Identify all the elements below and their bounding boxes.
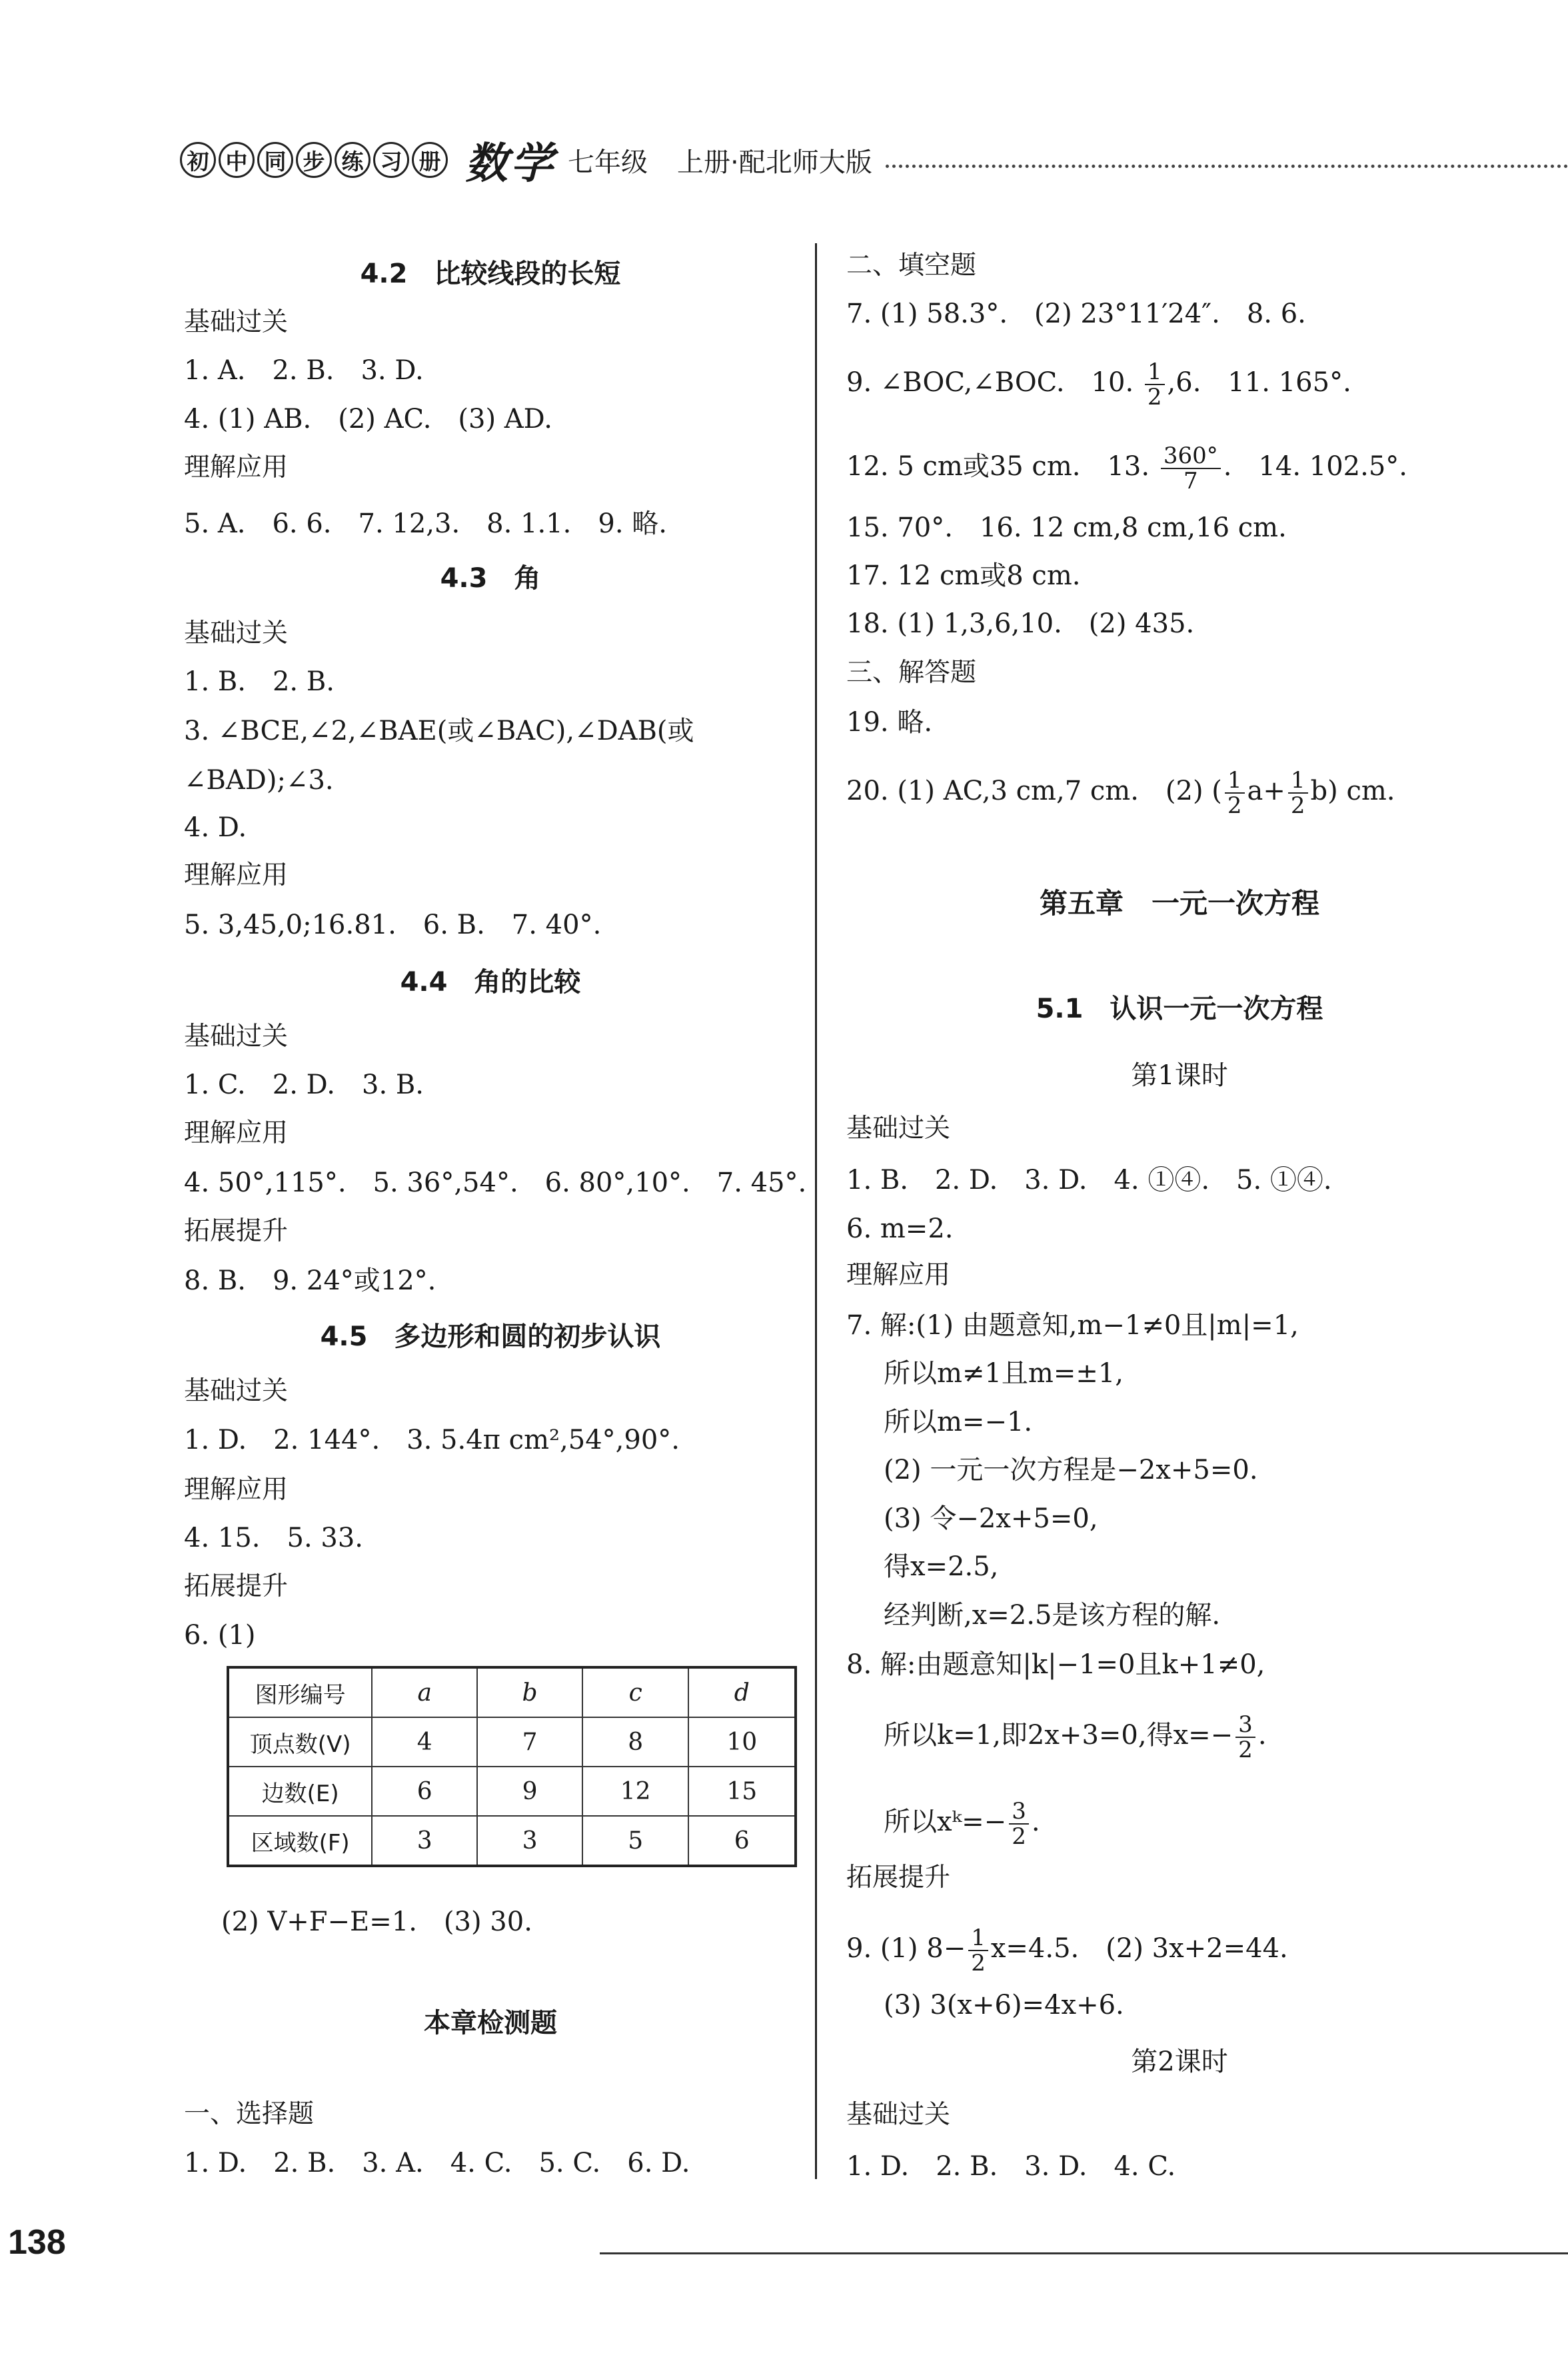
table-row <box>228 1816 796 1866</box>
footer-rule <box>600 2252 1568 2254</box>
fraction-numerator: 3 <box>1009 1799 1029 1825</box>
fraction-denominator: 2 <box>1290 792 1305 819</box>
category-label: 拓展提升 <box>184 1571 289 1601</box>
fraction-numerator: 1 <box>968 1926 988 1951</box>
section-title: 5.1 认识一元一次方程 <box>1036 994 1323 1024</box>
category-label: 理解应用 <box>184 860 289 890</box>
answer-line: 1. D. 2. B. 3. A. 4. C. 5. C. 6. D. <box>184 2148 690 2178</box>
table-cell: 6 <box>372 1767 477 1816</box>
grade-label: 七年级 <box>568 147 648 178</box>
subject-title: 数学 <box>465 139 556 189</box>
fraction-denominator: 2 <box>1227 792 1242 819</box>
table-header-cell: b <box>477 1667 582 1717</box>
fraction-numerator: 1 <box>1145 360 1165 385</box>
answer-line: 4. D. <box>184 812 247 843</box>
answer-text: . 14. 102.5°. <box>1223 451 1408 482</box>
table-cell: 9 <box>477 1767 582 1816</box>
fraction <box>968 1926 988 1975</box>
category-label: 基础过关 <box>184 307 289 337</box>
table-row <box>228 1717 796 1767</box>
table-header-cell: 图形编号 <box>228 1667 372 1717</box>
fraction-denominator: 2 <box>1147 384 1162 410</box>
section-title: 4.2 比较线段的长短 <box>360 259 621 289</box>
fraction-denominator: 2 <box>971 1950 986 1976</box>
fraction-numerator: 1 <box>1225 768 1245 794</box>
series-char: 中 <box>219 142 255 178</box>
answer-line: 1. B. 2. D. 3. D. 4. ①④. 5. ①④. <box>846 1165 1332 1195</box>
series-char: 步 <box>296 142 332 178</box>
answer-line: 所以m=−1. <box>884 1407 1033 1437</box>
series-char: 册 <box>412 142 448 178</box>
table-cell: 4 <box>372 1717 477 1767</box>
answer-text: ,6. 11. 165°. <box>1167 367 1351 398</box>
table-cell: 15 <box>688 1767 796 1816</box>
answer-line: 5. 3,45,0;16.81. 6. B. 7. 40°. <box>184 910 602 940</box>
table-cell: 顶点数(V) <box>228 1717 372 1767</box>
answer-line: 1. C. 2. D. 3. B. <box>184 1070 424 1100</box>
answer-line: 3. ∠BCE,∠2,∠BAE(或∠BAC),∠DAB(或 <box>184 716 694 746</box>
fraction <box>1009 1799 1029 1849</box>
category-label: 基础过关 <box>184 618 289 648</box>
category-label: 基础过关 <box>846 2100 951 2130</box>
category-label: 基础过关 <box>846 1114 951 1144</box>
answer-text: 9. (1) 8− <box>846 1933 966 1964</box>
answer-text: . <box>1257 1720 1267 1751</box>
answer-text: x=4.5. (2) 3x+2=44. <box>990 1933 1288 1964</box>
answer-line: 18. (1) 1,3,6,10. (2) 435. <box>846 608 1195 639</box>
table-header-cell: a <box>372 1667 477 1717</box>
fraction-denominator: 2 <box>1012 1823 1026 1850</box>
running-header <box>180 133 1568 187</box>
table-row <box>228 1767 796 1816</box>
answer-text: 20. (1) AC,3 cm,7 cm. (2) ( <box>846 776 1222 806</box>
answer-line: 1. B. 2. B. <box>184 666 335 697</box>
answer-line <box>846 1926 1288 1975</box>
section-title: 4.4 角的比较 <box>400 967 581 998</box>
answer-line: 7. (1) 58.3°. (2) 23°11′24″. 8. 6. <box>846 299 1306 329</box>
table-cell: 10 <box>688 1717 796 1767</box>
answer-text: 12. 5 cm或35 cm. 13. <box>846 451 1150 482</box>
answer-text: a+ <box>1247 776 1285 806</box>
fraction <box>1161 444 1221 493</box>
answer-line: 4. 15. 5. 33. <box>184 1523 363 1553</box>
fraction <box>1225 768 1245 818</box>
series-title <box>180 142 448 178</box>
category-label: 三、解答题 <box>846 658 977 688</box>
table-cell: 8 <box>582 1717 689 1767</box>
answer-line: 1. A. 2. B. 3. D. <box>184 355 424 386</box>
answer-line: 8. B. 9. 24°或12°. <box>184 1265 436 1296</box>
answer-line <box>846 768 1395 818</box>
answer-line: 15. 70°. 16. 12 cm,8 cm,16 cm. <box>846 512 1287 543</box>
fraction-numerator: 1 <box>1288 768 1308 794</box>
polygon-table <box>227 1666 797 1867</box>
series-char: 习 <box>373 142 409 178</box>
table-cell: 3 <box>372 1816 477 1866</box>
answer-text: 9. ∠BOC,∠BOC. 10. <box>846 367 1134 398</box>
answer-line: 经判断,x=2.5是该方程的解. <box>884 1600 1221 1631</box>
category-label: 二、填空题 <box>846 251 977 281</box>
category-label: 基础过关 <box>184 1022 289 1052</box>
table-cell: 3 <box>477 1816 582 1866</box>
answer-line: (3) 3(x+6)=4x+6. <box>884 1990 1124 2020</box>
answer-line: 4. 50°,115°. 5. 36°,54°. 6. 80°,10°. 7. 45°. <box>184 1168 807 1198</box>
section-title: 4.3 角 <box>440 563 541 594</box>
category-label: 拓展提升 <box>184 1216 289 1246</box>
answer-line: 7. 解:(1) 由题意知,m−1≠0且|m|=1, <box>846 1310 1299 1341</box>
fraction-denominator: 2 <box>1238 1737 1253 1763</box>
answer-line: 1. D. 2. 144°. 3. 5.4π cm²,54°,90°. <box>184 1425 680 1455</box>
section-title: 本章检测题 <box>424 2008 557 2038</box>
table-cell: 6 <box>688 1816 796 1866</box>
category-label: 拓展提升 <box>846 1863 951 1893</box>
fraction-denominator: 7 <box>1183 468 1198 494</box>
answer-line: 17. 12 cm或8 cm. <box>846 560 1081 591</box>
answer-line: 4. (1) AB. (2) AC. (3) AD. <box>184 404 553 434</box>
table-cell: 7 <box>477 1717 582 1767</box>
answer-line: (2) V+F−E=1. (3) 30. <box>221 1907 532 1937</box>
answer-line: ∠BAD);∠3. <box>184 765 334 796</box>
answer-line: 所以m≠1且m=±1, <box>884 1358 1124 1389</box>
category-label: 理解应用 <box>184 1118 289 1148</box>
table-cell: 区域数(F) <box>228 1816 372 1866</box>
lesson-title: 第2课时 <box>1131 2046 1228 2077</box>
answer-line: 6. m=2. <box>846 1213 954 1244</box>
header-dotted-leader <box>886 165 1568 168</box>
table-cell: 边数(E) <box>228 1767 372 1816</box>
answer-line: 19. 略. <box>846 707 933 738</box>
answer-text: b) cm. <box>1310 776 1395 806</box>
table-header-cell: c <box>582 1667 689 1717</box>
column-divider <box>815 243 817 2179</box>
answer-text: 所以k=1,即2x+3=0,得x=− <box>884 1720 1233 1751</box>
fraction <box>1288 768 1308 818</box>
category-label: 理解应用 <box>184 452 289 482</box>
answer-line: (2) 一元一次方程是−2x+5=0. <box>884 1455 1258 1485</box>
table-header-cell: d <box>688 1667 796 1717</box>
chapter-title: 第五章 一元一次方程 <box>1039 887 1319 920</box>
lesson-title: 第1课时 <box>1131 1060 1228 1091</box>
table-cell: 5 <box>582 1816 689 1866</box>
category-label: 基础过关 <box>184 1376 289 1406</box>
answer-text: . <box>1031 1807 1040 1837</box>
edition-label: 上册·配北师大版 <box>677 147 872 178</box>
answer-line <box>846 444 1407 493</box>
fraction <box>1145 360 1165 409</box>
table-cell: 12 <box>582 1767 689 1816</box>
answer-line: 6. (1) <box>184 1620 256 1651</box>
answer-line <box>884 1799 1040 1849</box>
answer-line: (3) 令−2x+5=0, <box>884 1503 1098 1534</box>
series-char: 初 <box>180 142 216 178</box>
series-char: 练 <box>335 142 371 178</box>
series-char: 同 <box>257 142 293 178</box>
answer-line: 得x=2.5, <box>884 1551 999 1582</box>
category-label: 一、选择题 <box>184 2099 315 2129</box>
fraction-numerator: 360° <box>1161 444 1221 469</box>
page-number: 138 <box>8 2223 66 2262</box>
table-row <box>228 1667 796 1717</box>
answer-line: 1. D. 2. B. 3. D. 4. C. <box>846 2151 1176 2182</box>
answer-line: 5. A. 6. 6. 7. 12,3. 8. 1.1. 9. 略. <box>184 508 667 539</box>
category-label: 理解应用 <box>184 1475 289 1505</box>
answer-line <box>884 1713 1267 1762</box>
category-label: 理解应用 <box>846 1260 951 1290</box>
answer-line <box>846 360 1351 409</box>
section-title: 4.5 多边形和圆的初步认识 <box>320 1321 661 1352</box>
answer-line: 8. 解:由题意知|k|−1=0且k+1≠0, <box>846 1649 1265 1680</box>
answer-text: 所以xᵏ=− <box>884 1807 1007 1837</box>
fraction <box>1235 1713 1255 1762</box>
fraction-numerator: 3 <box>1235 1713 1255 1738</box>
